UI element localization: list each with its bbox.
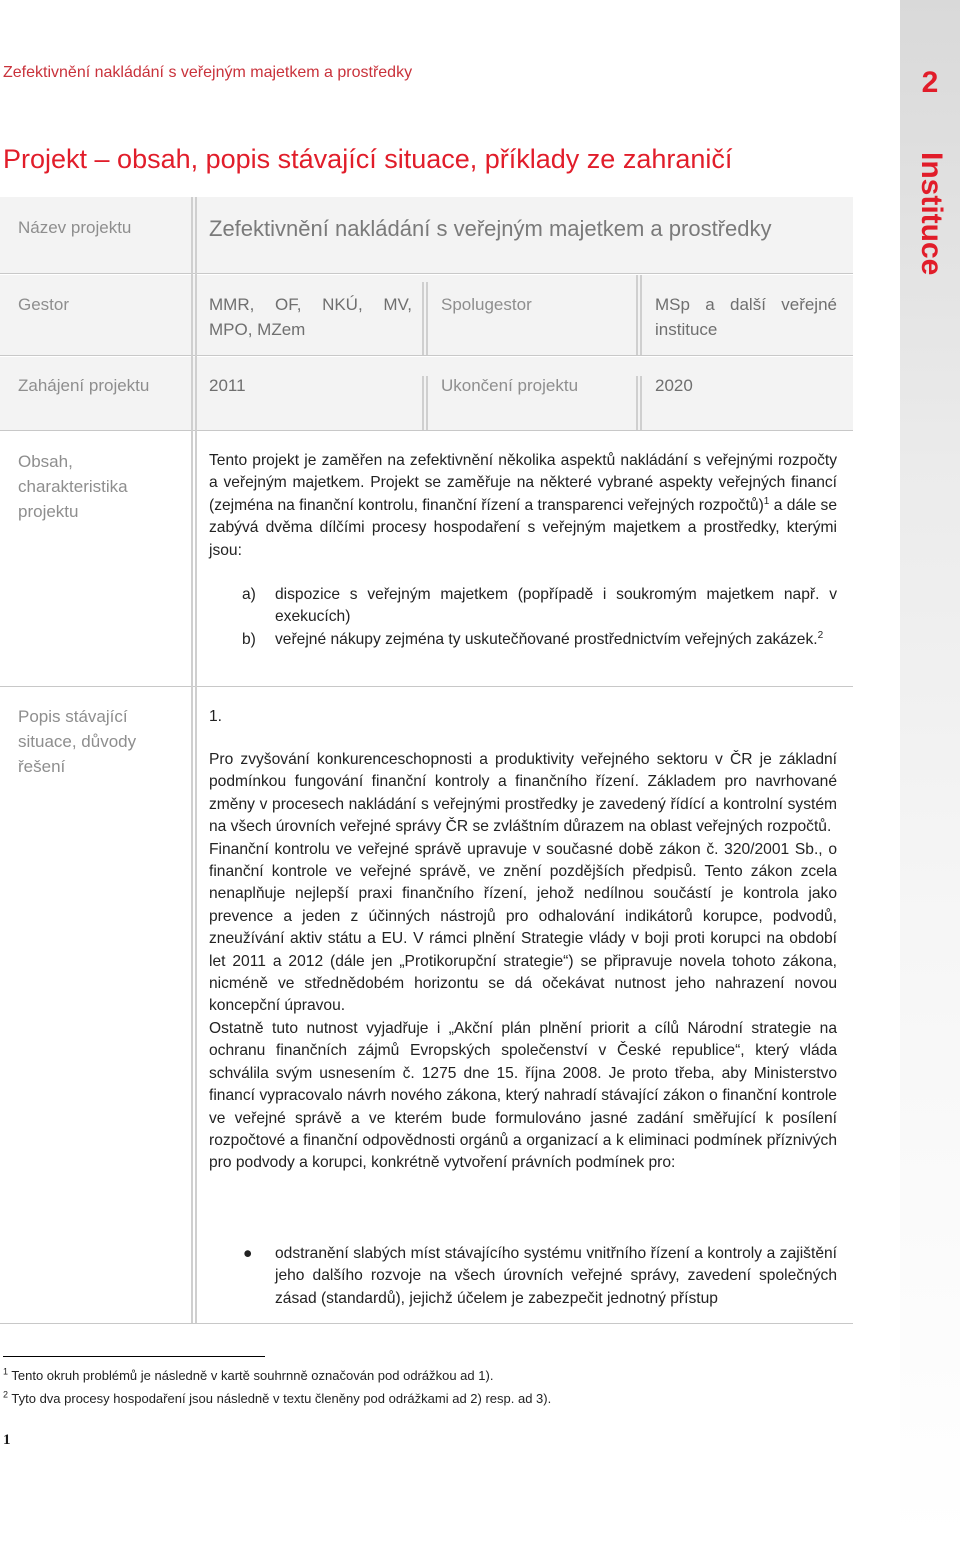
- bullet-icon: ●: [243, 1245, 253, 1262]
- situation-label-line: Popis stávající: [18, 707, 128, 726]
- footnote: [3, 1391, 551, 1406]
- start-label: Zahájení projektu: [18, 376, 150, 395]
- footnote-mark: 1: [3, 1366, 9, 1377]
- column-divider: [640, 376, 642, 430]
- list-marker: b): [242, 631, 256, 648]
- content-intro: [209, 450, 837, 562]
- page-number: 1: [3, 1432, 11, 1448]
- footnote-text: Tento okruh problémů je následně v kartě souhrnně označován pod odrážkou ad 1).: [8, 1368, 494, 1383]
- footnote-ref: 2: [817, 629, 824, 641]
- content-label-line: charakteristika: [18, 477, 128, 496]
- list-marker: a): [242, 586, 256, 603]
- running-head: Zefektivnění nakládání s veřejným majetkem a prostředky: [3, 64, 413, 81]
- column-divider: [195, 197, 197, 1323]
- rule: [0, 273, 853, 274]
- footnote-ref: 1: [763, 495, 770, 507]
- gestor-value-line: MMR, OF, NKÚ, MV,: [209, 295, 412, 314]
- content-label-line: projektu: [18, 502, 79, 521]
- situation-paragraph: Finanční kontrolu ve veřejné správě upravuje v současné době zákon č. 320/2001 Sb., o finanční kontrole ve veřejné správě, ve znění pozdějších předpisů. Tento zákon zcela nenaplňuje nejlepší praxi finančního řízení, jehož nedílnou součástí je kontrola jako prevence a jeden z účinných nástrojů pro odhalování indikátorů korupce, podvodů, zneužívání aktiv státu a EU. V rámci plnění Strategie vlády v boji proti korupci na období let 2011 a 2012 (dále jen „Protikorupční strategie“) se připravuje novela tohoto zákona, nicméně ve střednědobém horizontu se dá očekávat nutnost jeho nahrazení novou koncepční úpravou.: [209, 840, 837, 1015]
- content-label-line: Obsah,: [18, 452, 73, 471]
- footnote-text: Tyto dva procesy hospodaření jsou následně v textu členěny pod odrážkami ad 2) resp. ad 3).: [8, 1391, 552, 1406]
- project-name-label: Název projektu: [18, 218, 132, 237]
- situation-paragraph: Pro zvyšování konkurenceschopnosti a produktivity veřejného sektoru v ČR je základní podmínkou fungování finanční kontroly a finančního řízení. Základem pro navrhované změny v procesech nakládání s veřejnými prostředky je zavedený řídící a kontrolní systém na všech úrovních veřejné správy ČR se zvláštním důrazem na oblast veřejných rozpočtů.: [209, 751, 837, 836]
- footnote-mark: 2: [3, 1389, 9, 1400]
- start-value: 2011: [209, 376, 246, 395]
- column-divider: [640, 275, 642, 355]
- list-item-b: [275, 629, 837, 651]
- side-tab: [900, 0, 960, 1542]
- chapter-label: Instituce: [915, 152, 948, 276]
- column-divider: [426, 376, 428, 430]
- column-divider: [191, 197, 193, 1323]
- column-divider: [422, 376, 424, 430]
- situation-label: [18, 704, 136, 779]
- gestor-value: [209, 292, 412, 342]
- project-name-value: Zefektivnění nakládání s veřejným majetkem a prostředky: [209, 216, 772, 241]
- spolugestor-label: Spolugestor: [441, 295, 532, 314]
- situation-paragraph: Ostatně tuto nutnost vyjadřuje i „Akční plán plnění priorit a cílů Národní strategie na ochranu finančních zájmů Evropských společenství v České republice“, který vláda schválila svým usnesením č. 1275 dne 15. října 2008. Je proto třeba, aby Ministerstvo financí vypracovalo návrh nového zákona, který nahradí stávající zákon o finanční kontrole ve veřejné správě a ve kterém bude formulováno jasné zadání směřující k posílení rozpočtové a finanční odpovědnosti orgánů a organizací a k eliminaci podmínek příznivých pro podvody a korupci, konkrétně vytvoření právních podmínek pro:: [209, 1019, 837, 1172]
- spolugestor-value-line: MSp a další veřejné: [655, 295, 837, 314]
- section-number: 1.: [209, 708, 223, 725]
- column-divider: [636, 275, 638, 355]
- gestor-value-line: MPO, MZem: [209, 320, 306, 339]
- footnote: [3, 1368, 493, 1383]
- footnote-separator: [3, 1356, 265, 1357]
- rule: [0, 686, 853, 687]
- column-divider: [636, 376, 638, 430]
- end-label: Ukončení projektu: [441, 376, 579, 395]
- content-intro-text: Tento projekt je zaměřen na zefektivnění několika aspektů nakládání s veřejnými rozpočty a veřejným majetkem. Projekt se zaměřuje na některé vybrané aspekty veřejných financí (zejména na finanční kontrolu, finanční řízení a transparenci veřejných rozpočtů): [209, 452, 837, 514]
- content-intro-text: a dále se zabývá dvěma dílčími procesy hospodaření s veřejným majetkem a prostředky, kterými jsou:: [209, 496, 837, 559]
- content-label: [18, 449, 128, 524]
- list-item-b-text: veřejné nákupy zejména ty uskutečňované prostřednictvím veřejných zakázek.: [275, 631, 818, 648]
- column-divider: [426, 282, 428, 355]
- rule: [0, 1323, 853, 1324]
- page-title: Projekt – obsah, popis stávající situace, příklady ze zahraničí: [3, 144, 733, 174]
- rule: [0, 355, 853, 356]
- list-item-a: dispozice s veřejným majetkem (popřípadě i soukromým majetkem např. v exekucích): [275, 586, 837, 626]
- situation-label-line: situace, důvody: [18, 732, 137, 751]
- rule: [0, 430, 853, 431]
- bullet-item: odstranění slabých míst stávajícího systému vnitřního řízení a kontroly a zajištění jeho dalšího rozvoje na všech úrovních veřejné správy, zavedení společných zásad (standardů), jejichž účelem je zabezpečit jednotný přístup: [275, 1245, 837, 1307]
- situation-text: [209, 749, 837, 1175]
- spolugestor-value: [655, 292, 837, 342]
- situation-label-line: řešení: [18, 757, 66, 776]
- spolugestor-value-line: instituce: [655, 320, 718, 339]
- end-value: 2020: [655, 376, 693, 395]
- chapter-number: 2: [921, 66, 939, 99]
- column-divider: [422, 282, 424, 355]
- gestor-label: Gestor: [18, 295, 70, 314]
